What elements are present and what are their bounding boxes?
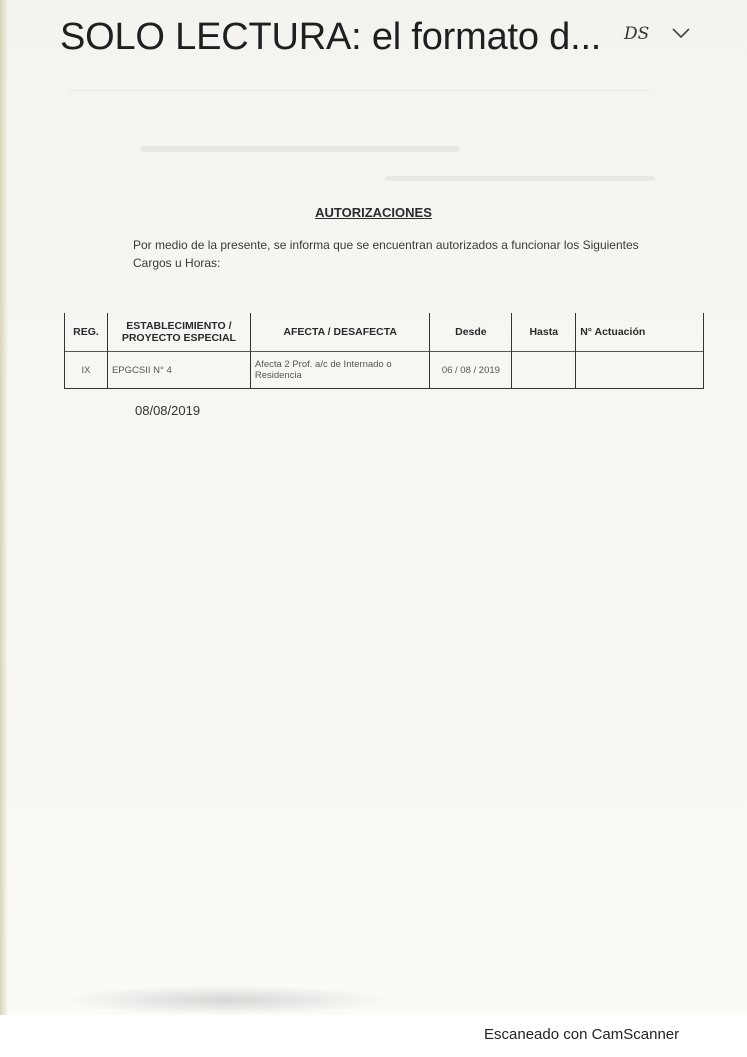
faint-mark: [385, 176, 655, 181]
authorizations-table: [64, 313, 704, 389]
chevron-down-icon[interactable]: [670, 22, 692, 44]
scan-edge: [0, 0, 8, 1015]
scan-shadow: [60, 985, 390, 1015]
header-reg: REG.: [65, 313, 108, 352]
cell-hasta: [512, 352, 576, 389]
header-desde: Desde: [430, 313, 512, 352]
cell-desde: 06 / 08 / 2019: [430, 352, 512, 389]
header-hasta: Hasta: [512, 313, 576, 352]
table-header-row: [65, 313, 704, 352]
document-header: [0, 0, 747, 82]
cell-establecimiento: EPGCSII N° 4: [107, 352, 250, 389]
header-establecimiento: ESTABLECIMIENTO / PROYECTO ESPECIAL: [107, 313, 250, 352]
cell-actuacion: [576, 352, 704, 389]
section-title: AUTORIZACIONES: [315, 205, 432, 220]
table-row: [65, 352, 704, 389]
cell-afecta: Afecta 2 Prof. a/c de Internado o Residencia: [250, 352, 430, 389]
user-initials[interactable]: DS: [624, 24, 650, 44]
intro-paragraph: Por medio de la presente, se informa que se encuentran autorizados a funcionar los Siguientes Cargos u Horas:: [133, 238, 639, 270]
faint-mark: [140, 146, 460, 152]
cell-reg: IX: [65, 352, 108, 389]
faint-rule: [70, 90, 650, 91]
document-title: SOLO LECTURA: el formato d...: [60, 16, 602, 58]
document-date: 08/08/2019: [135, 403, 201, 418]
header-afecta: AFECTA / DESAFECTA: [250, 313, 430, 352]
scanner-watermark: Escaneado con CamScanner: [484, 1026, 680, 1043]
header-actuacion: N° Actuación: [576, 313, 704, 352]
